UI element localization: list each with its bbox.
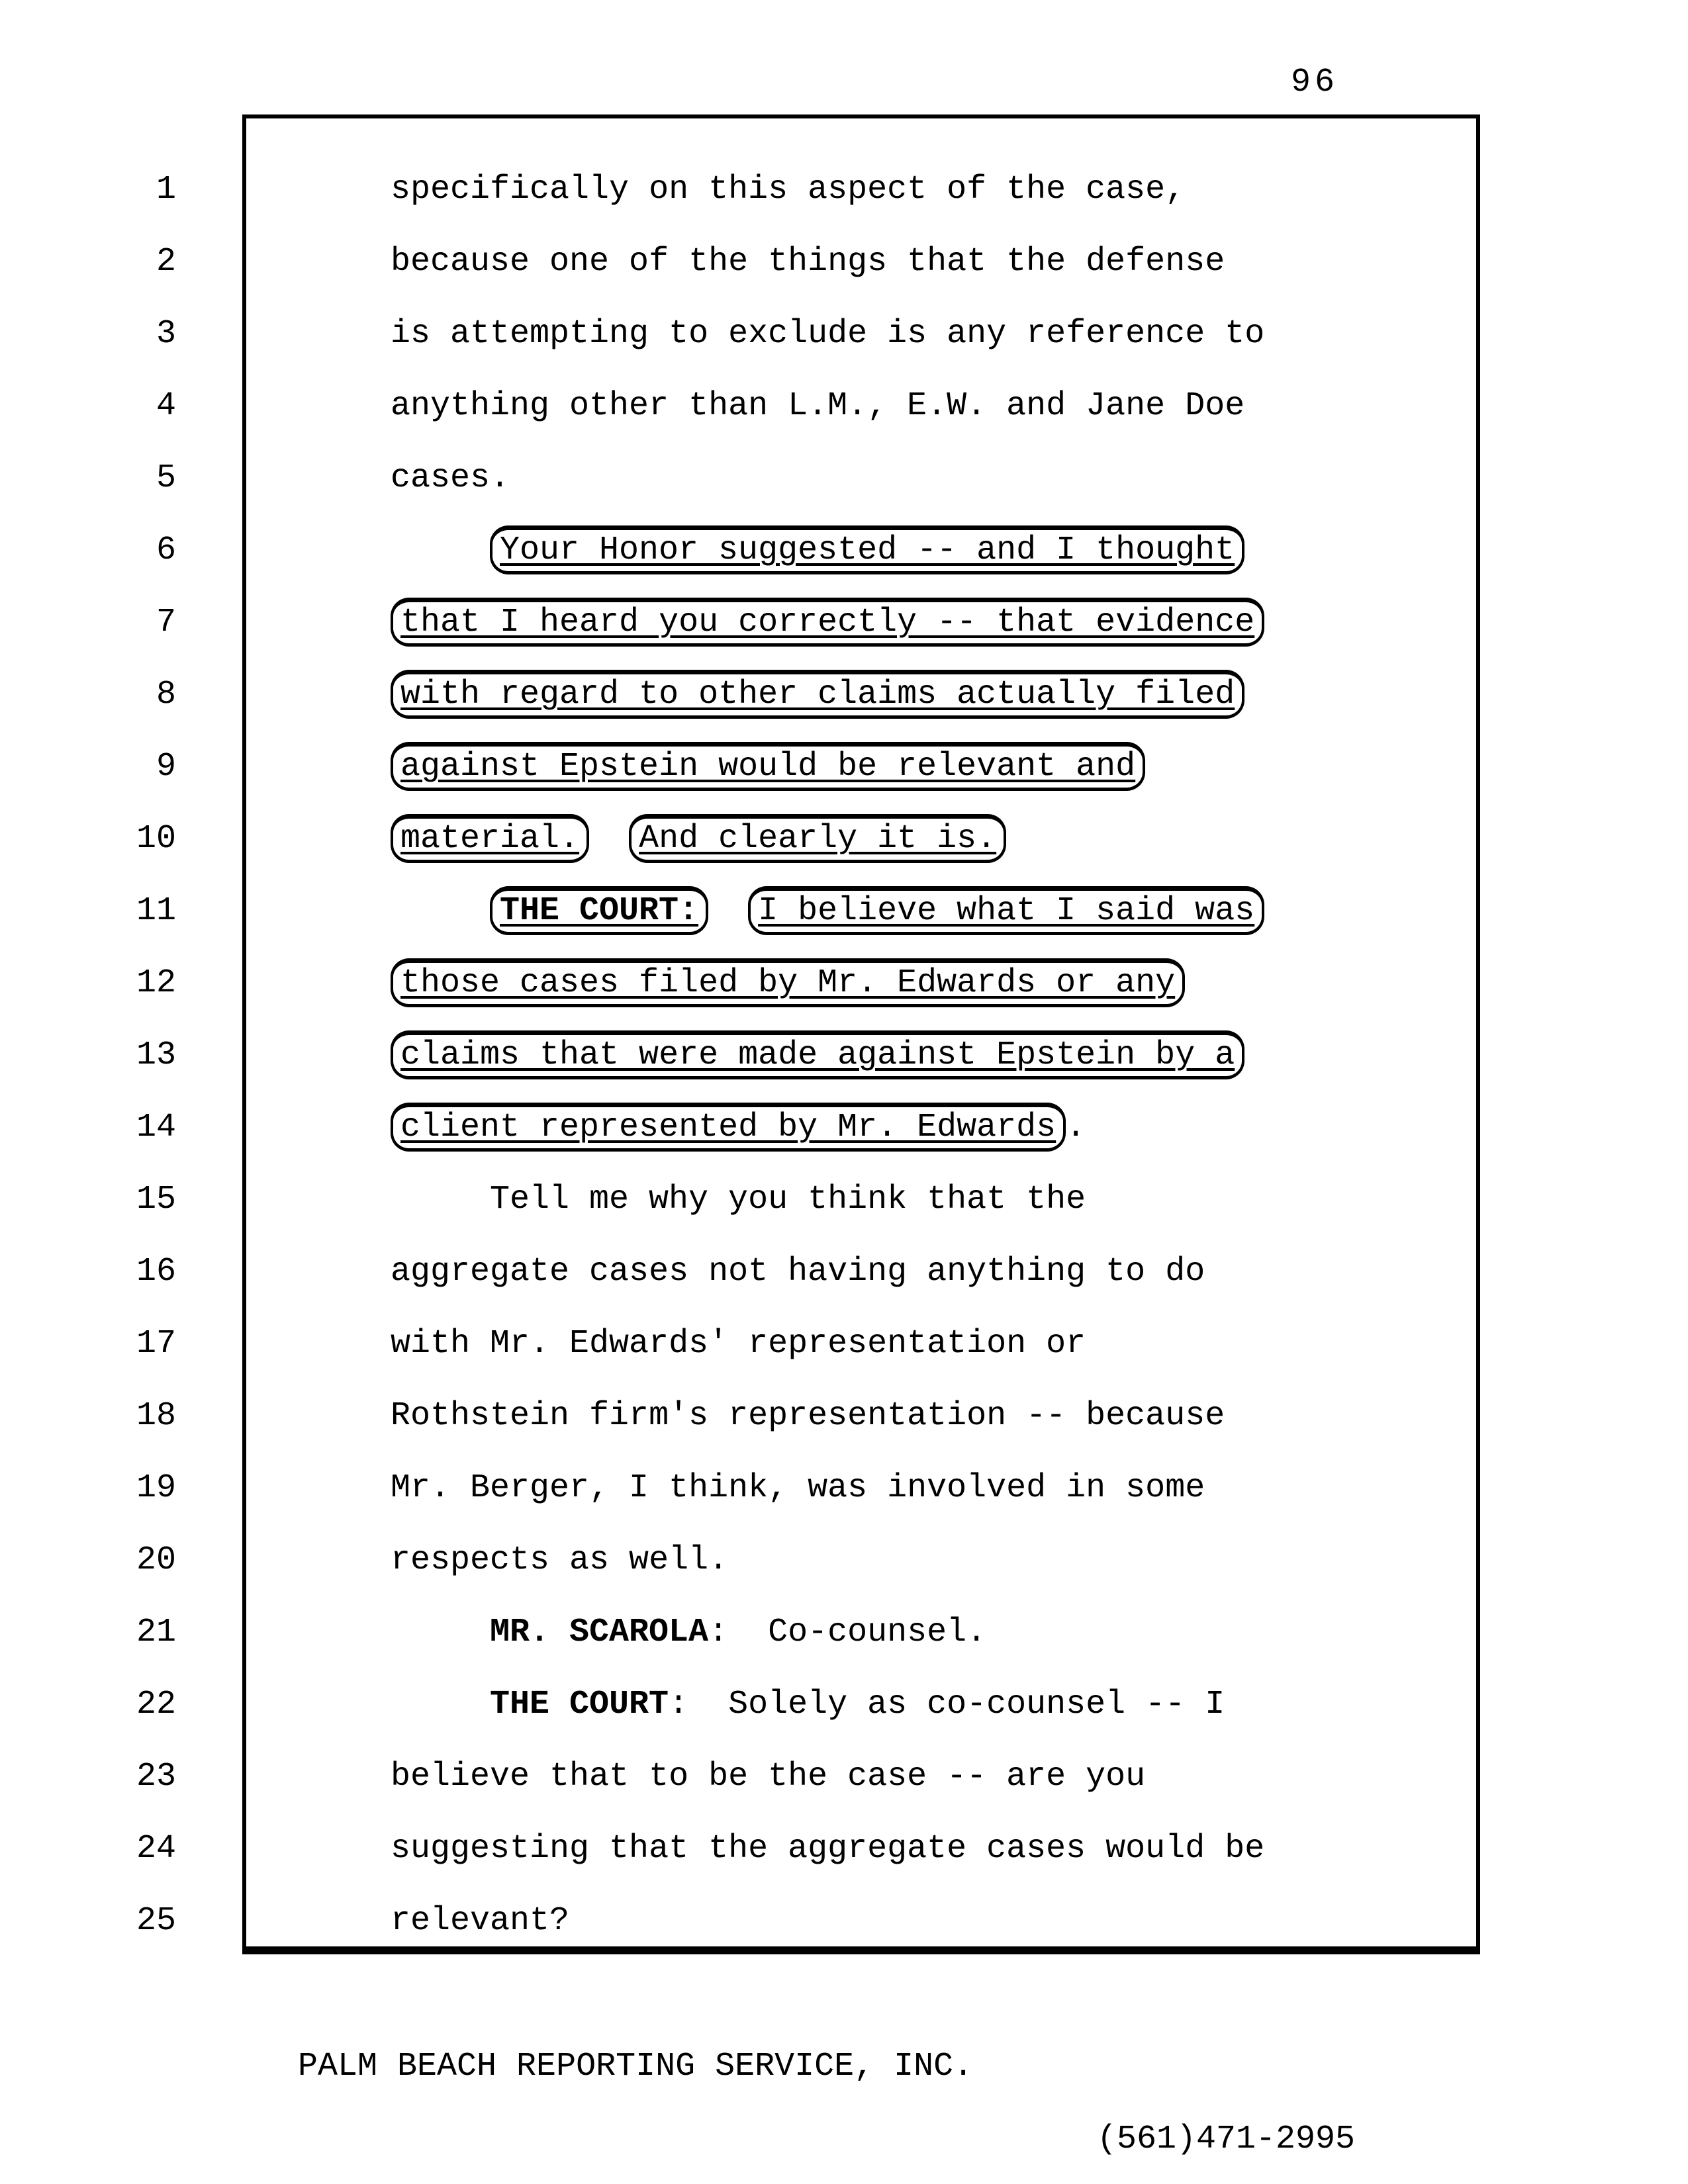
transcript-line — [0, 442, 1688, 515]
line-number: 13 — [136, 1036, 176, 1074]
line-text — [391, 1524, 728, 1597]
transcript-line — [0, 1813, 1688, 1886]
transcript-line — [0, 370, 1688, 443]
text-segment: : — [708, 1614, 729, 1651]
circled-annotation-segment: that I heard you correctly -- that evidence — [391, 598, 1264, 647]
text-segment: Mr. Berger, I think, was involved in some — [391, 1469, 1205, 1507]
circled-annotation-segment: THE COURT: — [490, 886, 708, 935]
line-text — [490, 875, 1264, 948]
line-text — [391, 1308, 1086, 1381]
line-text — [391, 659, 1244, 731]
transcript-line — [0, 947, 1688, 1020]
line-text — [391, 226, 1225, 298]
circled-annotation-segment: I believe what I said was — [748, 886, 1264, 935]
transcript-line — [0, 1668, 1688, 1741]
line-number: 16 — [136, 1253, 176, 1291]
page-number: 96 — [1291, 64, 1339, 101]
line-number: 8 — [156, 676, 176, 713]
transcript-line — [0, 226, 1688, 298]
circled-annotation-segment: against Epstein would be relevant and — [391, 742, 1145, 791]
line-number: 15 — [136, 1181, 176, 1218]
transcript-line — [0, 1308, 1688, 1381]
line-number: 7 — [156, 604, 176, 641]
transcript-line — [0, 1163, 1688, 1236]
line-text — [391, 298, 1264, 371]
line-number: 18 — [136, 1397, 176, 1435]
line-text — [391, 1741, 1145, 1813]
line-text — [391, 731, 1145, 803]
text-segment: is attempting to exclude is any reference to — [391, 315, 1265, 353]
transcript-line — [0, 298, 1688, 371]
line-number: 23 — [136, 1758, 176, 1796]
line-text — [391, 803, 1006, 876]
transcript-line — [0, 154, 1688, 226]
transcript-line — [0, 1741, 1688, 1813]
text-segment: anything other than L.M., E.W. and Jane Doe — [391, 387, 1245, 425]
line-number: 6 — [156, 531, 176, 569]
line-text — [391, 1091, 1086, 1164]
transcript-line — [0, 1452, 1688, 1525]
text-segment: believe that to be the case -- are you — [391, 1758, 1146, 1796]
text-segment: . — [1066, 1109, 1086, 1146]
line-number: 20 — [136, 1541, 176, 1579]
line-number: 2 — [156, 243, 176, 281]
line-number: 12 — [136, 964, 176, 1002]
footer-phone: (561)471-2995 — [1097, 2120, 1356, 2158]
line-text — [391, 947, 1185, 1020]
line-text — [391, 1380, 1225, 1453]
line-number: 5 — [156, 459, 176, 497]
text-segment: MR. SCAROLA — [490, 1614, 709, 1651]
line-number: 1 — [156, 171, 176, 208]
line-number: 17 — [136, 1325, 176, 1363]
transcript-line — [0, 731, 1688, 803]
line-text — [490, 514, 1244, 587]
line-text — [391, 1813, 1264, 1886]
circled-annotation-segment: with regard to other claims actually filed — [391, 670, 1244, 719]
line-text — [391, 442, 510, 515]
text-segment: because one of the things that the defense — [391, 243, 1225, 281]
text-segment: THE COURT — [490, 1686, 669, 1723]
transcript-line — [0, 659, 1688, 731]
transcript-line — [0, 1380, 1688, 1453]
transcript-line — [0, 514, 1688, 587]
text-segment: : — [669, 1686, 689, 1723]
transcript-line — [0, 1019, 1688, 1092]
line-number: 10 — [136, 820, 176, 858]
circled-annotation-segment: those cases filed by Mr. Edwards or any — [391, 958, 1185, 1007]
footer — [0, 1958, 1688, 2158]
text-segment: Rothstein firm's representation -- because — [391, 1397, 1225, 1435]
transcript-line — [0, 586, 1688, 659]
line-text — [391, 1452, 1205, 1525]
line-text — [391, 1019, 1244, 1092]
circled-annotation-segment: claims that were made against Epstein by a — [391, 1030, 1244, 1079]
line-text — [391, 1885, 569, 1958]
text-segment: specifically on this aspect of the case, — [391, 171, 1186, 208]
text-segment: cases. — [391, 459, 510, 497]
line-number: 22 — [136, 1686, 176, 1723]
text-segment: with Mr. Edwards' representation or — [391, 1325, 1086, 1363]
footer-company: PALM BEACH REPORTING SERVICE, INC. — [298, 2048, 974, 2085]
transcript-line — [0, 1091, 1688, 1164]
circled-annotation-segment: client represented by Mr. Edwards — [391, 1103, 1066, 1152]
line-number: 3 — [156, 315, 176, 353]
line-number: 19 — [136, 1469, 176, 1507]
line-text — [391, 586, 1264, 659]
text-segment: suggesting that the aggregate cases would be — [391, 1830, 1265, 1868]
text-segment: respects as well. — [391, 1541, 729, 1579]
transcript-line — [0, 1885, 1688, 1958]
text-segment: Tell me why you think that the — [490, 1181, 1086, 1218]
circled-annotation-segment: And clearly it is. — [629, 814, 1006, 863]
text-segment: Solely as co-counsel -- I — [728, 1686, 1225, 1723]
line-text — [490, 1163, 1086, 1236]
transcript-line — [0, 803, 1688, 876]
line-text — [391, 154, 1185, 226]
line-number: 11 — [136, 892, 176, 930]
circled-annotation-segment: Your Honor suggested -- and I thought — [490, 525, 1244, 574]
text-segment: relevant? — [391, 1902, 570, 1940]
line-text — [490, 1596, 986, 1669]
transcript-line — [0, 1596, 1688, 1669]
line-number: 14 — [136, 1109, 176, 1146]
line-number: 25 — [136, 1902, 176, 1940]
line-text — [391, 1236, 1205, 1308]
circled-annotation-segment: material. — [391, 814, 589, 863]
line-number: 9 — [156, 748, 176, 786]
line-number: 21 — [136, 1614, 176, 1651]
transcript-line — [0, 875, 1688, 948]
line-number: 24 — [136, 1830, 176, 1868]
text-segment: aggregate cases not having anything to do — [391, 1253, 1205, 1291]
line-text — [391, 370, 1244, 443]
line-number: 4 — [156, 387, 176, 425]
text-segment: Co-counsel. — [768, 1614, 987, 1651]
transcript-line — [0, 1236, 1688, 1308]
line-text — [490, 1668, 1225, 1741]
transcript-line — [0, 1524, 1688, 1597]
